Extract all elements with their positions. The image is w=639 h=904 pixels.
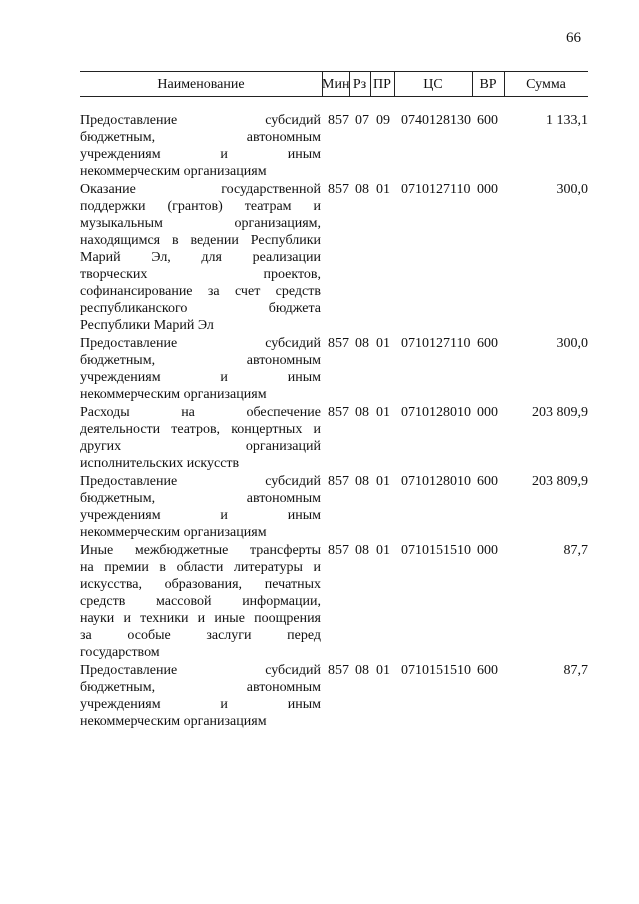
row-name-line: государством xyxy=(80,645,160,660)
row-name-line: деятельности театров, концертных и xyxy=(80,422,321,437)
row-pr: 01 xyxy=(376,663,390,678)
table-header-top-rule xyxy=(80,71,588,72)
row-name-line: Предоставление субсидий xyxy=(80,663,321,678)
row-min: 857 xyxy=(328,405,349,420)
row-cs: 0740128130 xyxy=(401,113,471,128)
row-pr: 01 xyxy=(376,336,390,351)
row-name-line: творческих проектов, xyxy=(80,267,321,282)
row-name-line: средств массовой информации, xyxy=(80,594,321,609)
row-name-line: Республики Марий Эл xyxy=(80,318,214,333)
row-sum: 87,7 xyxy=(563,663,588,678)
row-min: 857 xyxy=(328,663,349,678)
row-name-line: поддержки (грантов) театрам и xyxy=(80,199,321,214)
row-name-line: некоммерческим организациям xyxy=(80,387,267,402)
header-min: Мин xyxy=(322,77,350,92)
row-name-line: софинансирование за счет средств xyxy=(80,284,321,299)
row-name-line: науки и техники и иные поощрения xyxy=(80,611,321,626)
row-rz: 08 xyxy=(355,336,369,351)
row-name-line: бюджетным, автономным xyxy=(80,680,321,695)
row-sum: 300,0 xyxy=(556,336,588,351)
row-name-line: Марий Эл, для реализации xyxy=(80,250,321,265)
row-rz: 08 xyxy=(355,182,369,197)
row-sum: 87,7 xyxy=(563,543,588,558)
row-pr: 01 xyxy=(376,543,390,558)
row-cs: 0710151510 xyxy=(401,543,471,558)
row-name-line: бюджетным, автономным xyxy=(80,491,321,506)
row-rz: 08 xyxy=(355,543,369,558)
header-name: Наименование xyxy=(157,77,245,92)
row-name-line: учреждениям и иным xyxy=(80,697,321,712)
row-name xyxy=(80,112,321,180)
row-name xyxy=(80,662,321,730)
row-vr: 000 xyxy=(477,405,498,420)
row-vr: 000 xyxy=(477,182,498,197)
row-name xyxy=(80,404,321,472)
row-min: 857 xyxy=(328,474,349,489)
row-name-line: учреждениям и иным xyxy=(80,508,321,523)
row-rz: 07 xyxy=(355,113,369,128)
table-header-bottom-rule xyxy=(80,96,588,97)
row-name-line: других организаций xyxy=(80,439,321,454)
row-name-line: на премии в области литературы и xyxy=(80,560,321,575)
header-sum: Сумма xyxy=(526,77,566,92)
row-name-line: Предоставление субсидий xyxy=(80,474,321,489)
row-cs: 0710128010 xyxy=(401,474,471,489)
row-min: 857 xyxy=(328,543,349,558)
page-number: 66 xyxy=(566,30,581,46)
row-sum: 203 809,9 xyxy=(532,474,588,489)
row-name-line: бюджетным, автономным xyxy=(80,130,321,145)
row-name-line: некоммерческим организациям xyxy=(80,164,267,179)
row-vr: 600 xyxy=(477,113,498,128)
row-name-line: учреждениям и иным xyxy=(80,370,321,385)
row-cs: 0710151510 xyxy=(401,663,471,678)
row-rz: 08 xyxy=(355,405,369,420)
row-rz: 08 xyxy=(355,663,369,678)
row-name-line: некоммерческим организациям xyxy=(80,525,267,540)
row-min: 857 xyxy=(328,182,349,197)
row-name-line: бюджетным, автономным xyxy=(80,353,321,368)
row-name-line: искусства, образования, печатных xyxy=(80,577,321,592)
row-vr: 600 xyxy=(477,336,498,351)
row-name-line: Оказание государственной xyxy=(80,182,321,197)
row-pr: 01 xyxy=(376,405,390,420)
row-cs: 0710127110 xyxy=(401,182,471,197)
row-name-line: Расходы на обеспечение xyxy=(80,405,321,420)
row-name-line: музыкальным организациям, xyxy=(80,216,321,231)
row-name-line: Иные межбюджетные трансферты xyxy=(80,543,321,558)
row-sum: 1 133,1 xyxy=(546,113,588,128)
row-pr: 01 xyxy=(376,474,390,489)
header-vr: ВР xyxy=(479,77,497,92)
row-pr: 01 xyxy=(376,182,390,197)
header-pr: ПР xyxy=(373,77,391,92)
row-cs: 0710128010 xyxy=(401,405,471,420)
row-sum: 203 809,9 xyxy=(532,405,588,420)
row-pr: 09 xyxy=(376,113,390,128)
row-name xyxy=(80,335,321,403)
header-cs: ЦС xyxy=(423,77,443,92)
row-min: 857 xyxy=(328,336,349,351)
row-vr: 600 xyxy=(477,474,498,489)
row-name-line: за особые заслуги перед xyxy=(80,628,321,643)
row-name-line: находящимся в ведении Республики xyxy=(80,233,321,248)
row-vr: 000 xyxy=(477,543,498,558)
row-name-line: республиканского бюджета xyxy=(80,301,321,316)
row-name-line: некоммерческим организациям xyxy=(80,714,267,729)
row-sum: 300,0 xyxy=(556,182,588,197)
row-name-line: Предоставление субсидий xyxy=(80,336,321,351)
row-name-line: Предоставление субсидий xyxy=(80,113,321,128)
row-min: 857 xyxy=(328,113,349,128)
row-vr: 600 xyxy=(477,663,498,678)
header-rz: Рз xyxy=(352,77,367,92)
row-name xyxy=(80,181,321,334)
row-name xyxy=(80,473,321,541)
row-rz: 08 xyxy=(355,474,369,489)
row-name-line: исполнительских искусств xyxy=(80,456,240,471)
row-cs: 0710127110 xyxy=(401,336,471,351)
row-name-line: учреждениям и иным xyxy=(80,147,321,162)
row-name xyxy=(80,542,321,661)
